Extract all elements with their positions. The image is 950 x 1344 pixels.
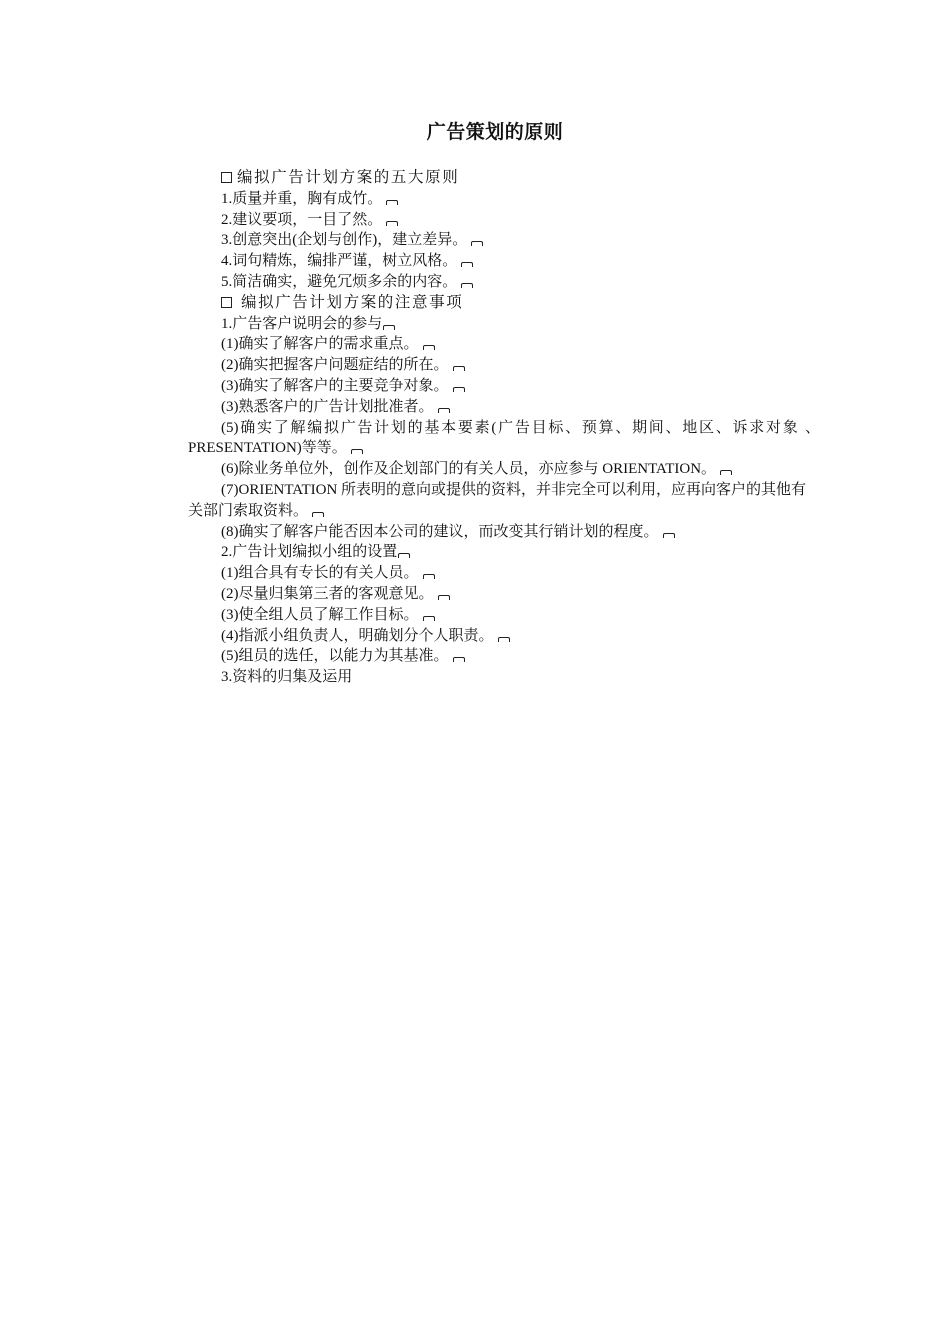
section-heading-principles: 编拟广告计划方案的五大原则: [188, 168, 820, 189]
list-item: 4.词句精炼，编排严谨，树立风格。: [188, 251, 820, 272]
subsection-label: 1.广告客户说明会的参与: [188, 314, 820, 335]
paragraph-mark-icon: [453, 387, 465, 392]
list-item: 5.简洁确实，避免冗烦多余的内容。: [188, 272, 820, 293]
paragraph-mark-icon: [453, 657, 465, 662]
paragraph-mark-icon: [471, 241, 483, 246]
list-item: (5)组员的选任，以能力为其基准。: [188, 646, 820, 667]
list-item: 1.质量并重，胸有成竹。: [188, 189, 820, 210]
section-heading-notes: 编拟广告计划方案的注意事项: [188, 293, 820, 314]
list-item: (7)ORIENTATION 所表明的意向或提供的资料，并非完全可以利用，应再向客户的其他有关部门索取资料。: [188, 481, 807, 519]
paragraph-mark-icon: [453, 366, 465, 371]
checkbox-bullet-icon: [221, 172, 232, 183]
paragraph-mark-icon: [461, 283, 473, 288]
list-item: (1)确实了解客户的需求重点。: [188, 334, 820, 355]
paragraph-mark-icon: [720, 470, 732, 475]
list-item: (3)使全组人员了解工作目标。: [188, 605, 820, 626]
document-body: [188, 168, 820, 688]
paragraph-mark-icon: [498, 637, 510, 642]
list-item: 2.建议要项，一目了然。: [188, 210, 820, 231]
list-item: (2)尽量归集第三者的客观意见。: [188, 584, 820, 605]
paragraph-mark-icon: [438, 595, 450, 600]
paragraph-mark-icon: [386, 221, 398, 226]
subsection-label: 2.广告计划编拟小组的设置: [188, 542, 820, 563]
list-item: (3)熟悉客户的广告计划批准者。: [188, 397, 820, 418]
paragraph-mark-icon: [312, 512, 324, 517]
paragraph-mark-icon: [423, 345, 435, 350]
paragraph-mark-icon: [438, 408, 450, 413]
paragraph-mark-icon: [423, 574, 435, 579]
checkbox-bullet-icon: [221, 297, 232, 308]
document-title: 广告策划的原则: [426, 121, 564, 143]
paragraph-mark-icon: [351, 449, 363, 454]
paragraph-mark-icon: [663, 533, 675, 538]
subsection-label: 3.资料的归集及运用: [221, 669, 353, 686]
list-item: (3)确实了解客户的主要竞争对象。: [188, 376, 820, 397]
paragraph-mark-icon: [423, 616, 435, 621]
paragraph-mark-icon: [461, 262, 473, 267]
list-item: (5)确实了解编拟广告计划的基本要素(广告目标、预算、期间、地区、诉求对象 、PRESENTATION)等等。: [188, 419, 820, 457]
list-item: 3.创意突出(企划与创作)，建立差异。: [188, 230, 820, 251]
paragraph-mark-icon: [383, 325, 395, 330]
list-item: (8)确实了解客户能否因本公司的建议，而改变其行销计划的程度。: [188, 522, 820, 543]
list-item: (6)除业务单位外，创作及企划部门的有关人员，亦应参与 ORIENTATION。: [188, 459, 820, 480]
list-item: (1)组合具有专长的有关人员。: [188, 563, 820, 584]
paragraph-mark-icon: [398, 553, 410, 558]
list-item: (4)指派小组负责人，明确划分个人职责。: [188, 626, 820, 647]
list-item: (2)确实把握客户问题症结的所在。: [188, 355, 820, 376]
paragraph-mark-icon: [386, 200, 398, 205]
